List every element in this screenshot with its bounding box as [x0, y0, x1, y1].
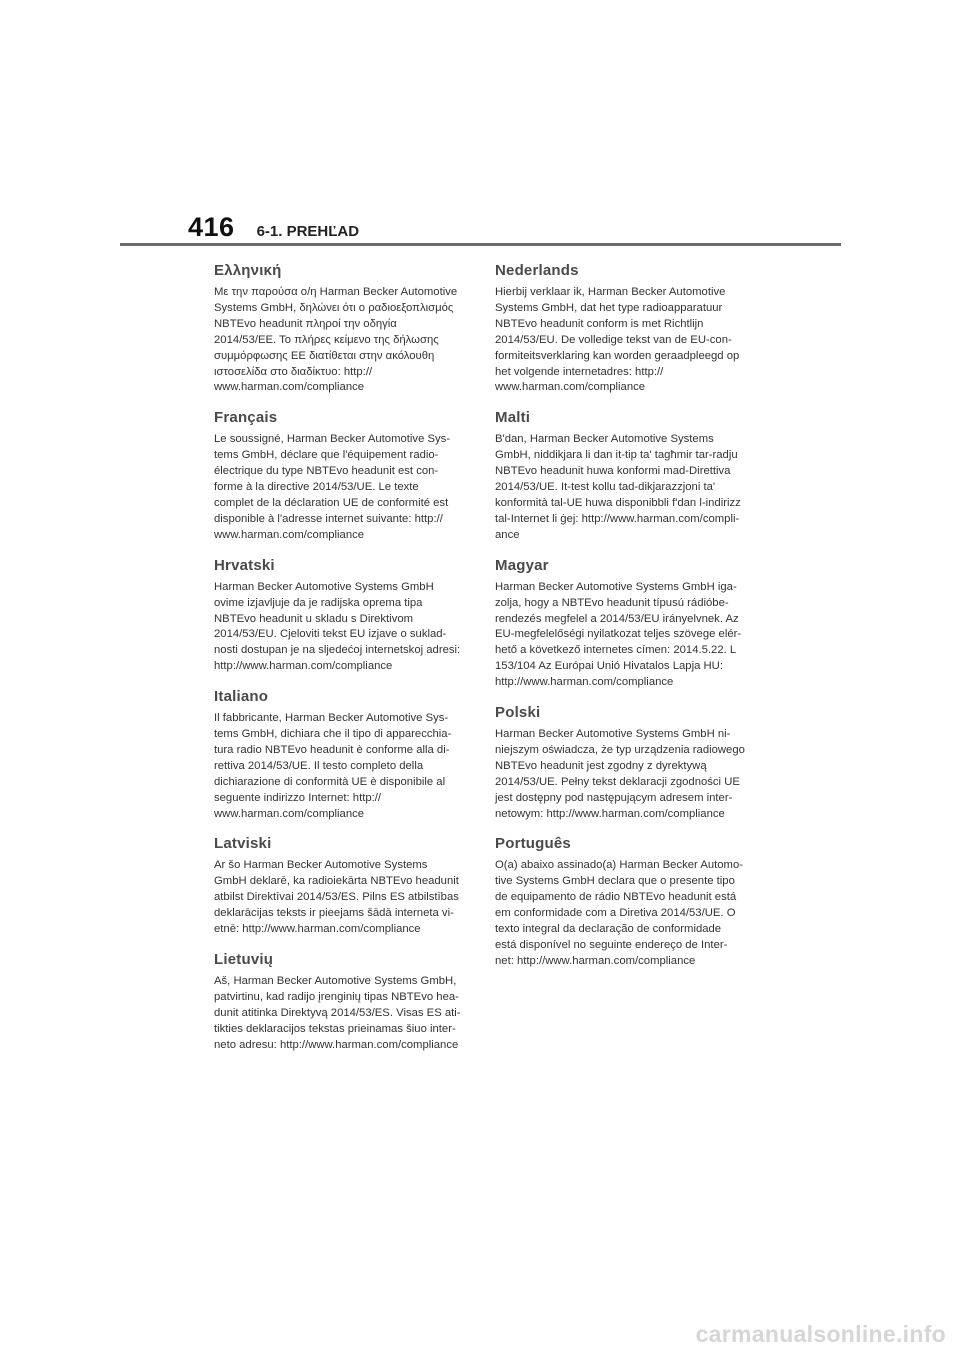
section-title: Hrvatski [214, 556, 275, 574]
section-dutch [495, 262, 757, 396]
section-text: Hierbij verklaar ik, Harman Becker Automotive Systems GmbH, dat het type radioapparatuur NBTEvo headunit conform is met Richtlijn 2014/53/EU. De volledige tekst van de EU-con- formiteitsverklaring kan worden geraadpleegd op het volgende internetadres: http:// www.harman.com/compliance [495, 286, 740, 394]
section-title: Lietuvių [214, 951, 274, 968]
chapter-title: 6-1. PREHĽAD [256, 223, 360, 240]
section-text: Aš, Harman Becker Automotive Systems GmbH, patvirtinu, kad radijo įrenginių tipas NBTEvo hea- dunit atitinka Direktyvą 2014/53/ES. Visas ES ati- tikties deklaracijos tekstas prieinamas šiuo inter- neto adresu: http://www.harman.com/compliance [214, 975, 461, 1051]
section-croatian [214, 557, 476, 675]
section-polish [495, 704, 757, 822]
header-divider [120, 243, 841, 246]
section-title: Malti [495, 409, 531, 427]
watermark: carmanualsonline.info [695, 1321, 946, 1347]
section-title: Français [214, 409, 278, 427]
section-maltese [495, 409, 757, 543]
page-number: 416 [188, 212, 235, 242]
section-text: B'dan, Harman Becker Automotive Systems GmbH, niddikjara li dan it-tip ta' tagħmir tar-radju NBTEvo headunit huwa konformi mad-Direttiva 2014/53/UE. It-test kollu tad-dikjarazzjoni ta' konformità tal-UE huwa disponibbli f'dan l-indirizz tal-Internet li ġej: http://www.harman.com/compli- ance [495, 433, 741, 541]
section-title: Nederlands [495, 262, 579, 279]
section-text: Ar šo Harman Becker Automotive Systems GmbH deklarē, ka radioiekārta NBTEvo headunit atbilst Direktīvai 2014/53/ES. Pilns ES atbilstības deklarācijas teksts ir pieejams šādā interneta vi- etnē: http://www.harman.com/compliance [214, 859, 459, 936]
section-text: Με την παρούσα ο/η Harman Becker Automotive Systems GmbH, δηλώνει ότι ο ραδιοεξοπλισμός NBTEvo headunit πληροί την οδηγία 2014/53/ΕΕ. Το πλήρες κείμενο της δήλωσης συμμόρφωσης ΕΕ διατίθεται στην ακόλουθη ιστοσελίδα στο διαδίκτυο: http:// www.harman.com/compliance [214, 286, 458, 394]
left-column [214, 262, 476, 1067]
section-portuguese [495, 835, 757, 969]
section-french [214, 409, 476, 543]
section-title: Português [495, 835, 571, 853]
section-italian [214, 688, 476, 822]
section-text: O(a) abaixo assinado(a) Harman Becker Automo- tive Systems GmbH declara que o presente tipo de equipamento de rádio NBTEvo headunit está em conformidade com a Diretiva 2014/53/UE. O texto integral da declaração de conformidade está disponível no seguinte endereço de Inter- net: http://www.harman.com/compliance [495, 859, 744, 967]
section-text: Le soussigné, Harman Becker Automotive Sys- tems GmbH, déclare que l'équipement radio- électrique du type NBTEvo headunit est con- forme à la directive 2014/53/UE. Le texte complet de la déclaration UE de conformité est disponible à l'adresse internet suivante: http:// www.harman.com/compliance [214, 433, 451, 541]
section-hungarian [495, 557, 757, 691]
right-column [495, 262, 757, 983]
section-text: Harman Becker Automotive Systems GmbH ovime izjavljuje da je radijska oprema tipa NBTEvo headunit u skladu s Direktivom 2014/53/EU. Cjeloviti tekst EU izjave o suklad- nosti dostupan je na sljedećoj internetskoj adresi: http://www.harman.com/compliance [214, 580, 461, 673]
section-text: Il fabbricante, Harman Becker Automotive Sys- tems GmbH, dichiara che il tipo di apparecchia- tura radio NBTEvo headunit è conforme alla di- rettiva 2014/53/UE. Il testo completo della dichiarazione di conformità UE è disponibile al seguente indirizzo Internet: http:// www.harman.com/compliance [214, 712, 452, 820]
section-title: Magyar [495, 556, 549, 574]
section-greek [214, 262, 476, 396]
section-text: Harman Becker Automotive Systems GmbH iga- zolja, hogy a NBTEvo headunit típusú rádióbe- rendezés megfelel a 2014/53/EU irányelvnek. Az EU-megfelelőségi nyilatkozat teljes szövege elér- hető a következő internetes címen: 2014.5.22. L 153/104 Az Európai Unió Hivatalos Lapja HU: http://www.harman.com/compliance [495, 580, 742, 689]
section-title: Italiano [214, 688, 269, 706]
page-header [188, 212, 359, 243]
section-lithuanian [214, 951, 476, 1054]
section-latvian [214, 835, 476, 938]
section-text: Harman Becker Automotive Systems GmbH ni- niejszym oświadcza, że typ urządzenia radiowego NBTEvo headunit jest zgodny z dyrektywą 2014/53/UE. Pełny tekst deklaracji zgodności UE jest dostępny pod następującym adresem inter- netowym: http://www.harman.com/compliance [495, 728, 745, 820]
section-title: Polski [495, 704, 541, 722]
section-title: Ελληνική [214, 262, 282, 279]
section-title: Latviski [214, 835, 272, 853]
